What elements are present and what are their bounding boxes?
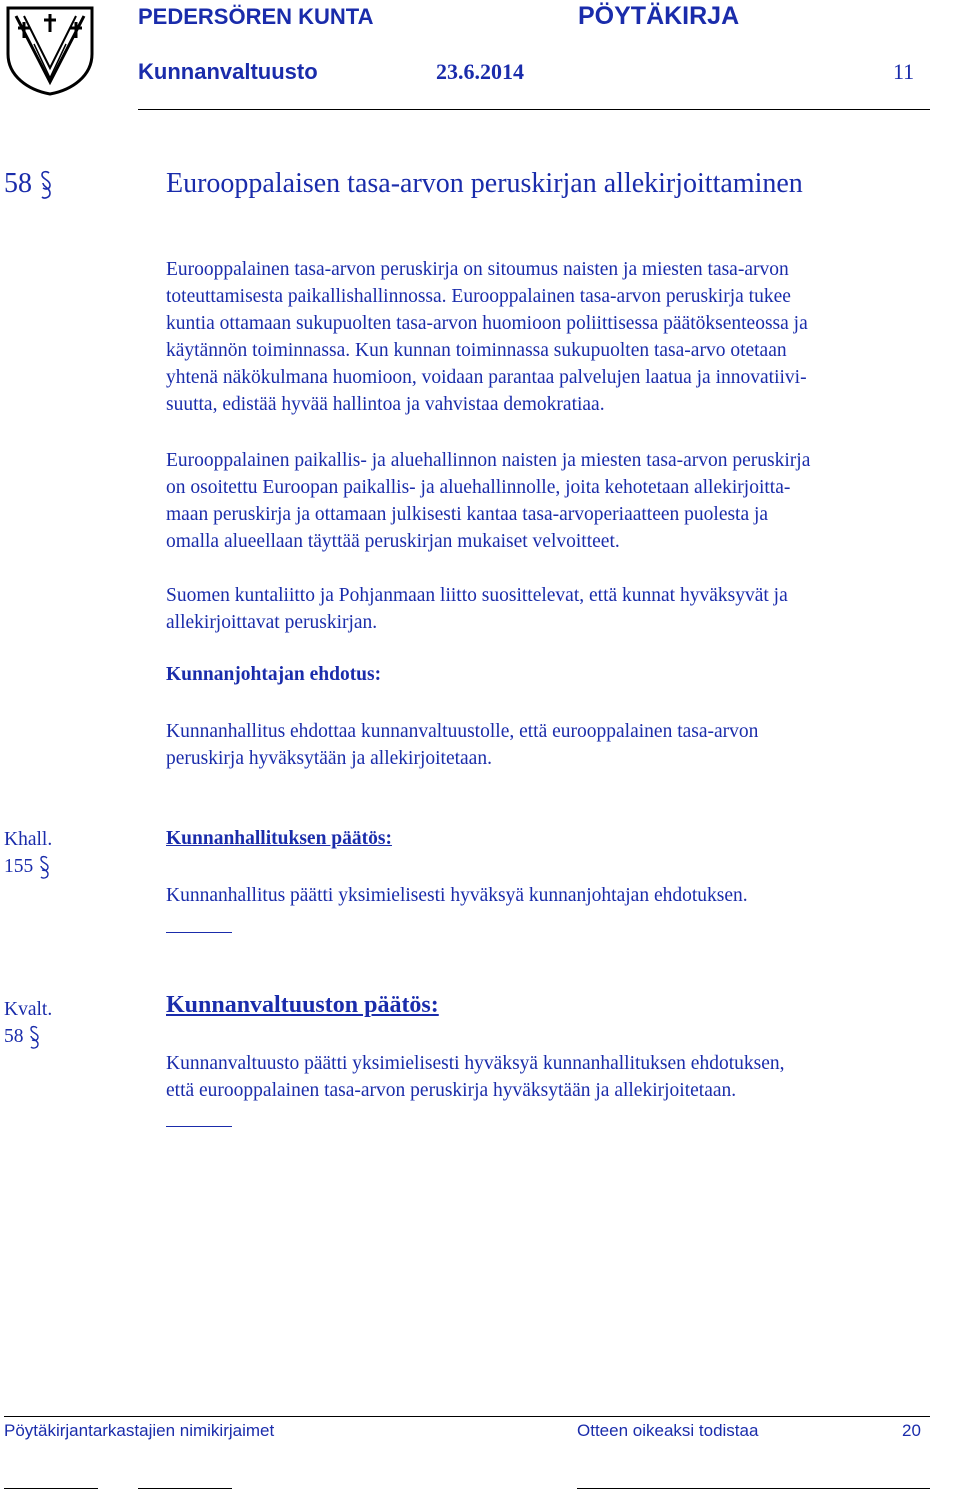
board-number-line bbox=[4, 853, 52, 881]
footer-page-number: 20 bbox=[902, 1421, 921, 1440]
footer-divider bbox=[4, 1416, 930, 1417]
page-number: 11 bbox=[893, 59, 915, 84]
text-line: kuntia ottamaan sukupuolten tasa-arvon huomioon poliittisessa päätöksenteossa ja bbox=[166, 313, 808, 334]
text-line: yhtenä näkökulmana huomioon, voidaan parantaa palvelujen laatua ja innovatiivi- bbox=[166, 367, 807, 388]
proposal-heading: Kunnanjohtajan ehdotus: bbox=[166, 664, 382, 685]
text-line: suutta, edistää hyvää hallintoa ja vahvistaa demokratiaa. bbox=[166, 394, 605, 415]
document-type: PÖYTÄKIRJA bbox=[578, 2, 740, 30]
council-number: 58 bbox=[4, 1026, 24, 1047]
section-number-value: 58 bbox=[4, 168, 32, 199]
signature-line bbox=[138, 1488, 232, 1489]
text-line: käytännön toiminnassa. Kun kunnan toiminnassa sukupuolten tasa-arvo otetaan bbox=[166, 340, 787, 361]
signature-line bbox=[577, 1488, 930, 1489]
organization-name: PEDERSÖREN KUNTA bbox=[138, 4, 374, 29]
text-line: Kunnanhallitus päätti yksimielisesti hyväksyä kunnanjohtajan ehdotuksen. bbox=[166, 885, 748, 906]
initials-label: Pöytäkirjantarkastajien nimikirjaimet bbox=[4, 1421, 275, 1440]
board-number: 155 bbox=[4, 856, 34, 877]
council-reference bbox=[4, 996, 52, 1051]
text-line: on osoitettu Euroopan paikallis- ja aluehallinnolle, joita kehotetaan allekirjoitta- bbox=[166, 477, 791, 498]
meeting-date: 23.6.2014 bbox=[436, 59, 524, 84]
section-sign-icon bbox=[38, 855, 50, 881]
text-line: toteuttamisesta paikallishallinnossa. Eurooppalainen tasa-arvon peruskirja tukee bbox=[166, 286, 791, 307]
paragraph-recommendation bbox=[166, 582, 936, 636]
board-decision-text bbox=[166, 882, 936, 909]
council-decision-text bbox=[166, 1050, 936, 1104]
municipal-crest-logo bbox=[4, 4, 96, 96]
council-decision-heading: Kunnanvaltuuston päätös: bbox=[166, 992, 439, 1018]
council-number-line bbox=[4, 1023, 52, 1051]
header-divider bbox=[138, 109, 930, 110]
board-reference bbox=[4, 826, 52, 881]
text-line: että eurooppalainen tasa-arvon peruskirja hyväksytään ja allekirjoitetaan. bbox=[166, 1080, 737, 1101]
paragraph-intro bbox=[166, 256, 936, 418]
section-number bbox=[4, 168, 53, 202]
text-line: Kunnanhallitus ehdottaa kunnanvaltuustolle, että eurooppalainen tasa-arvon bbox=[166, 721, 759, 742]
governing-body: Kunnanvaltuusto bbox=[138, 59, 318, 84]
proposal-text bbox=[166, 718, 936, 772]
text-line: allekirjoittavat peruskirjan. bbox=[166, 612, 378, 633]
text-line: maan peruskirja ja ottamaan julkisesti kantaa tasa-arvoperiaatteen puolesta ja bbox=[166, 504, 769, 525]
section-sign-icon bbox=[28, 1025, 40, 1051]
separator-line bbox=[166, 932, 232, 933]
council-label: Kvalt. bbox=[4, 999, 53, 1020]
signature-line bbox=[4, 1488, 98, 1489]
separator-line bbox=[166, 1126, 232, 1127]
section-sign-icon bbox=[39, 170, 53, 202]
text-line: peruskirja hyväksytään ja allekirjoitetaan. bbox=[166, 748, 492, 769]
text-line: omalla alueellaan täyttää peruskirjan mukaiset velvoitteet. bbox=[166, 531, 620, 552]
board-decision-heading: Kunnanhallituksen päätös: bbox=[166, 828, 392, 849]
board-label: Khall. bbox=[4, 829, 53, 850]
paragraph-charter bbox=[166, 447, 936, 555]
text-line: Eurooppalainen tasa-arvon peruskirja on sitoumus naisten ja miesten tasa-arvon bbox=[166, 259, 789, 280]
certified-label: Otteen oikeaksi todistaa bbox=[577, 1421, 759, 1440]
text-line: Suomen kuntaliitto ja Pohjanmaan liitto suosittelevat, että kunnat hyväksyvät ja bbox=[166, 585, 788, 606]
text-line: Kunnanvaltuusto päätti yksimielisesti hyväksyä kunnanhallituksen ehdotuksen, bbox=[166, 1053, 785, 1074]
text-line: Eurooppalainen paikallis- ja aluehallinnon naisten ja miesten tasa-arvon peruskirja bbox=[166, 450, 811, 471]
section-title: Eurooppalaisen tasa-arvon peruskirjan allekirjoittaminen bbox=[166, 168, 803, 199]
